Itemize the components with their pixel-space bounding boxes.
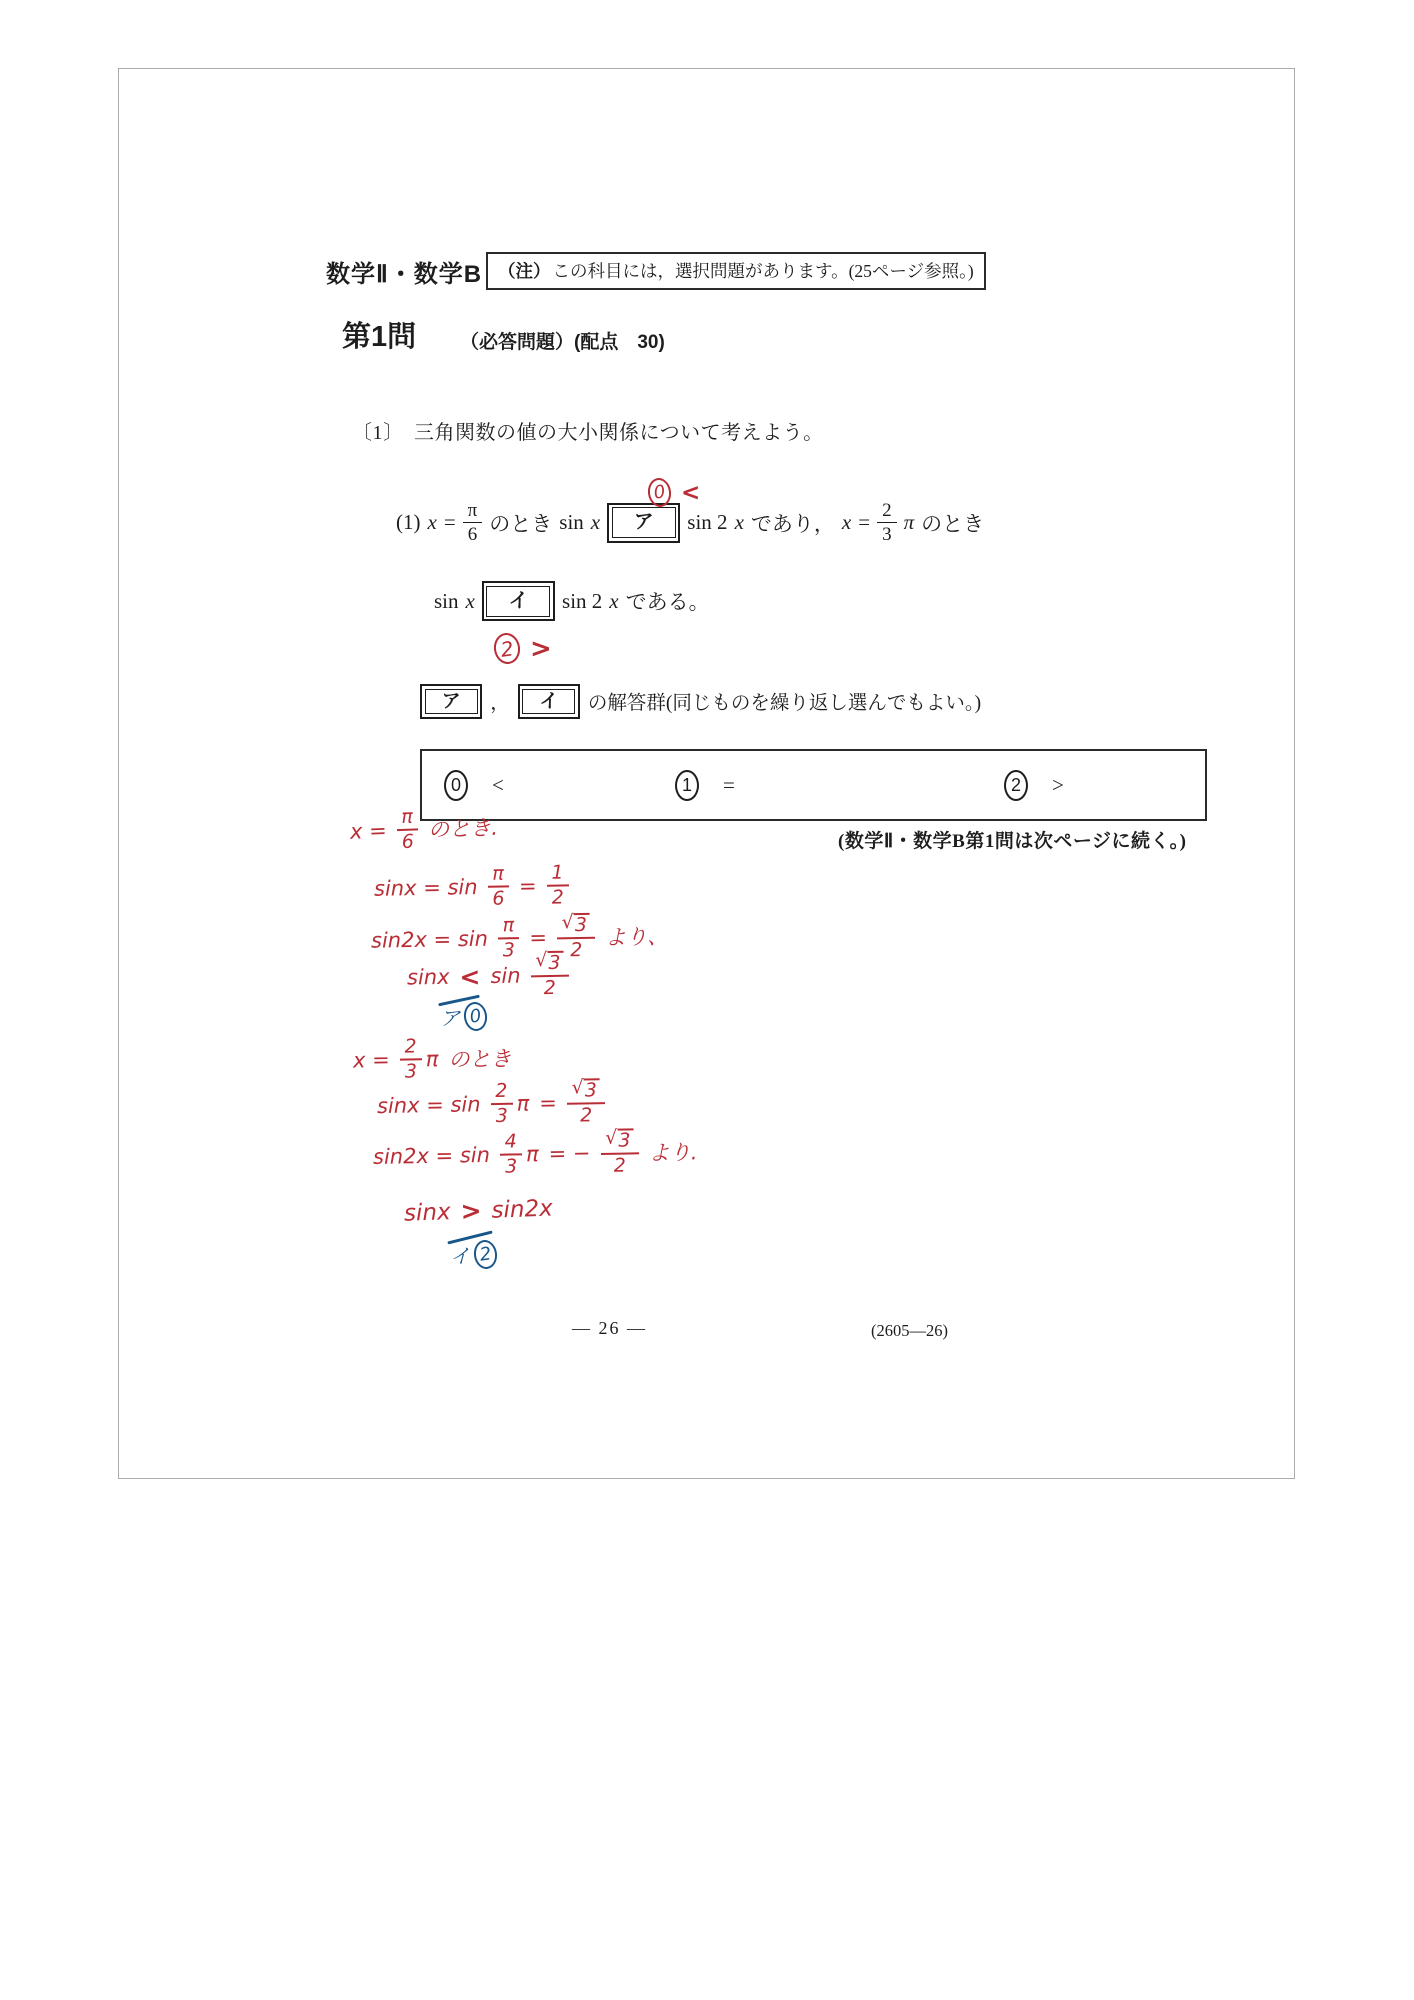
hw-pi: π: [525, 1142, 539, 1167]
red-circled-2: 2: [492, 631, 522, 665]
hw-frac-sqrt3-2: √ 3 2: [557, 913, 596, 962]
text-notoki: のとき: [489, 511, 553, 536]
hw-greater-than: >: [460, 1196, 483, 1226]
handwriting-line-1: x = $\frac{\pi}{6}$ のとき.: [349, 805, 499, 854]
hw-pi: π: [425, 1047, 439, 1072]
caption-box-b: イ: [518, 684, 580, 719]
note-box: [486, 252, 986, 290]
hw-frac-pi-3: $\frac{\pi}{3}$: [498, 915, 520, 962]
comma: ，: [490, 693, 510, 715]
equals: =: [443, 510, 456, 535]
note-label: （注）: [498, 261, 551, 281]
subject-title: 数学Ⅱ・数学B: [326, 261, 483, 288]
answer-box-b: [482, 581, 555, 621]
continuation-note: (数学Ⅱ・数学B第1問は次ページに続く。): [838, 831, 1187, 852]
answer-group-caption: [420, 684, 989, 719]
text-notoki: のとき: [921, 511, 985, 536]
sin2: sin 2: [687, 510, 728, 535]
problem-line-2: [434, 581, 717, 621]
circled-1: 1: [675, 770, 699, 801]
section-subtitle: （必答問題）(配点 30): [460, 332, 665, 353]
var-x: x: [465, 588, 475, 613]
caption-box-a: ア: [420, 684, 482, 719]
item-number: (1): [396, 510, 421, 535]
hw-frac-2-3: $\frac{2}{3}$: [399, 1036, 422, 1083]
note-text: この科目には，選択問題があります。(25ページ参照。): [552, 261, 974, 281]
var-x: x: [427, 510, 437, 535]
var-x: x: [841, 510, 852, 535]
blue-label-a: ア: [440, 1006, 460, 1030]
text-dearu: である。: [625, 590, 710, 615]
red-circled-0: 0: [646, 477, 673, 509]
handwriting-line-5: x = $\frac{2}{3}$ π のとき: [352, 1035, 512, 1083]
hw-pi: π: [516, 1091, 530, 1116]
sin: sin: [559, 510, 584, 535]
equals: =: [858, 510, 871, 535]
var-x: x: [590, 510, 601, 535]
handwriting-line-2: sinx = sin $\frac{\pi}{6}$ = $\frac{1}{2}$: [374, 862, 579, 912]
hw-frac-2-3: $\frac{2}{3}$: [490, 1081, 513, 1128]
hw-frac-pi-6: $\frac{\pi}{6}$: [487, 863, 509, 910]
circled-2: 2: [1004, 770, 1028, 801]
fraction-pi-over-6: $\frac{\pi}{6}$: [463, 500, 483, 546]
sin2: sin 2: [562, 588, 603, 613]
choice-1: [675, 751, 735, 819]
greater-than-symbol: >: [1052, 772, 1064, 797]
blue-circled-2: 2: [472, 1239, 499, 1271]
text-deari: であり，: [750, 511, 835, 536]
blue-grading-mark-b: [450, 1240, 507, 1269]
section-title: 第1問: [342, 321, 417, 353]
page-number: — 26 —: [572, 1318, 647, 1338]
hw-frac-sqrt3-2: √ 3 2: [600, 1128, 639, 1177]
blue-label-b: イ: [450, 1244, 470, 1268]
hw-frac-4-3: $\frac{4}{3}$: [500, 1131, 523, 1178]
hw-frac-1-2: $\frac{1}{2}$: [546, 862, 569, 909]
choice-2: [1004, 751, 1064, 819]
pi: π: [903, 510, 915, 535]
blue-circled-0: 0: [462, 1001, 489, 1033]
equals-symbol: =: [723, 772, 735, 797]
red-mark-below-box-b: [494, 633, 562, 664]
red-mark-above-box-a: [648, 478, 710, 507]
answer-box-a: [607, 503, 680, 543]
blue-grading-mark-a: [440, 1002, 497, 1031]
hw-frac-sqrt3-2: √ 3 2: [530, 951, 569, 1000]
answer-box-a-label: ア: [612, 507, 676, 538]
handwriting-line-4: sinx < sin √ 3 2: [407, 951, 580, 1002]
answer-box-b-label: イ: [486, 586, 550, 617]
handwriting-line-7: sin2x = sin $\frac{4}{3}$ π = − √ 3 2 より.: [372, 1126, 698, 1178]
answer-group-label: の解答群(同じものを繰り返し選んでもよい。): [587, 693, 982, 715]
handwriting-line-8: sinx > sin2x: [403, 1195, 554, 1227]
booklet-code: (2605—26): [871, 1321, 948, 1340]
hw-frac-pi-6: $\frac{\pi}{6}$: [396, 806, 419, 853]
red-less-than: <: [681, 479, 701, 506]
fraction-2-over-3: $\frac{2}{3}$: [877, 500, 897, 546]
handwriting-line-6: sinx = sin $\frac{2}{3}$ π = √ 3 2: [377, 1078, 616, 1130]
var-x: x: [609, 588, 619, 613]
hw-less-than: <: [459, 961, 481, 992]
red-greater-than: >: [530, 633, 552, 664]
var-x: x: [734, 510, 744, 535]
circled-0: 0: [444, 770, 468, 801]
handwriting-line-3: sin2x = sin $\frac{\pi}{3}$ = √ 3 2 より、: [370, 911, 669, 962]
answer-choices-box: [420, 749, 1207, 821]
sin: sin: [434, 588, 459, 613]
problem-intro: 〔1〕 三角関数の値の大小関係について考えよう。: [352, 422, 824, 444]
less-than-symbol: <: [492, 772, 504, 797]
hw-frac-sqrt3-2: √ 3 2: [566, 1078, 605, 1127]
